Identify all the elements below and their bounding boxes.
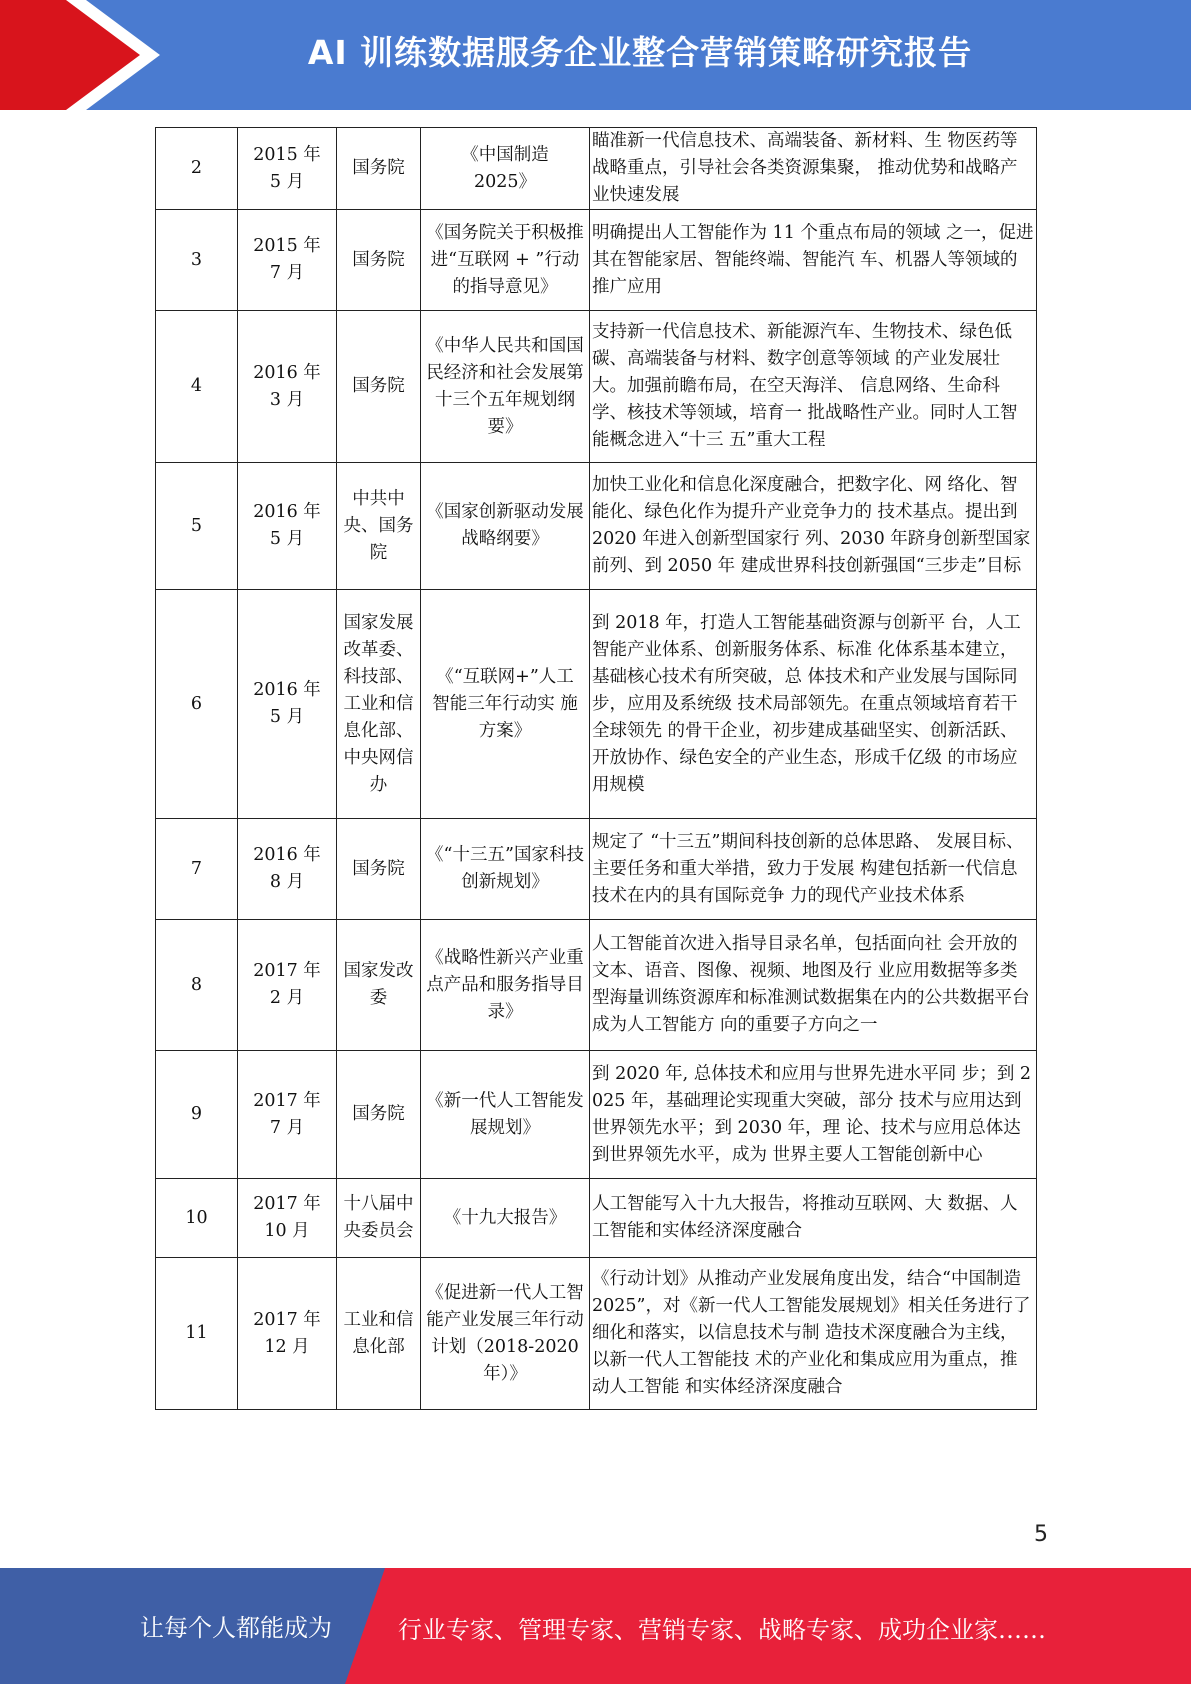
row-date-cell: 2017 年 12 月 (238, 1258, 337, 1410)
row-department-cell: 国家发改委 (337, 920, 421, 1051)
row-policy-name-cell: 《国家创新驱动发展战略纲要》 (421, 463, 590, 590)
row-date-cell: 2017 年 2 月 (238, 920, 337, 1051)
row-date-cell: 2017 年 7 月 (238, 1051, 337, 1179)
row-date-cell: 2016 年 5 月 (238, 590, 337, 819)
row-description-cell: 支持新一代信息技术、新能源汽车、生物技术、绿色低碳、高端装备与材料、数字创意等领域 的产业发展壮大。加强前瞻布局，在空天海洋、 信息网络、生命科学、核技术等领域，培育一 批战略性产业。同时人工智能概念进入“十三 五”重大工程 (590, 311, 1037, 463)
row-department-cell: 国家发展改革委、科技部、工业和信息化部、中央网信办 (337, 590, 421, 819)
row-description-cell: 加快工业化和信息化深度融合，把数字化、网 络化、智能化、绿色化作为提升产业竞争力的 技术基点。提出到 2020 年进入创新型国家行 列、2030 年跻身创新型国家前列、到 2050 年 建成世界科技创新强国“三步走”目标 (590, 463, 1037, 590)
row-policy-name-cell: 《新一代人工智能发展规划》 (421, 1051, 590, 1179)
row-department-cell: 中共中央、国务院 (337, 463, 421, 590)
row-date-cell: 2015 年 7 月 (238, 210, 337, 311)
row-number-cell: 4 (156, 311, 238, 463)
row-description-cell: 瞄准新一代信息技术、高端装备、新材料、生 物医药等战略重点，引导社会各类资源集聚， 推动优势和战略产业快速发展 (590, 128, 1037, 210)
row-number-cell: 6 (156, 590, 238, 819)
footer-slogan-right: 行业专家、管理专家、营销专家、战略专家、成功企业家…… (398, 1616, 1046, 1644)
row-description-cell: 人工智能首次进入指导目录名单，包括面向社 会开放的文本、语音、图像、视频、地图及行 业应用数据等多类型海量训练资源库和标准测试数据集在内的公共数据平台成为人工智能方 向的重要子方向之一 (590, 920, 1037, 1051)
table-row (156, 1051, 1037, 1179)
table-row (156, 463, 1037, 590)
table-row (156, 920, 1037, 1051)
row-date-cell: 2016 年 8 月 (238, 819, 337, 920)
row-policy-name-cell: 《中华人民共和国国民经济和社会发展第十三个五年规划纲要》 (421, 311, 590, 463)
table-row (156, 819, 1037, 920)
row-description-cell: 人工智能写入十九大报告，将推动互联网、大 数据、人工智能和实体经济深度融合 (590, 1179, 1037, 1258)
row-department-cell: 十八届中央委员会 (337, 1179, 421, 1258)
row-number-cell: 10 (156, 1179, 238, 1258)
row-policy-name-cell: 《十九大报告》 (421, 1179, 590, 1258)
row-date-cell: 2016 年 3 月 (238, 311, 337, 463)
row-policy-name-cell: 《中国制造 2025》 (421, 128, 590, 210)
table-row (156, 128, 1037, 210)
row-number-cell: 9 (156, 1051, 238, 1179)
row-number-cell: 2 (156, 128, 238, 210)
row-number-cell: 5 (156, 463, 238, 590)
row-department-cell: 国务院 (337, 311, 421, 463)
table-row (156, 311, 1037, 463)
row-number-cell: 3 (156, 210, 238, 311)
table-row (156, 1179, 1037, 1258)
row-policy-name-cell: 《战略性新兴产业重点产品和服务指导目录》 (421, 920, 590, 1051)
row-description-cell: 到 2018 年，打造人工智能基础资源与创新平 台，人工智能产业体系、创新服务体系、标准 化体系基本建立，基础核心技术有所突破，总 体技术和产业发展与国际同步，应用及系统级 技术局部领先。在重点领域培育若干全球领先 的骨干企业，初步建成基础坚实、创新活跃、 开放协作、绿色安全的产业生态，形成千亿级 的市场应用规模 (590, 590, 1037, 819)
row-description-cell: 规定了 “十三五”期间科技创新的总体思路、 发展目标、主要任务和重大举措，致力于发展 构建包括新一代信息技术在内的具有国际竞争 力的现代产业技术体系 (590, 819, 1037, 920)
row-number-cell: 8 (156, 920, 238, 1051)
row-number-cell: 11 (156, 1258, 238, 1410)
page-number: 5 (1034, 1522, 1048, 1547)
row-department-cell: 国务院 (337, 210, 421, 311)
policy-table (155, 127, 1037, 1410)
row-department-cell: 国务院 (337, 1051, 421, 1179)
table-row (156, 1258, 1037, 1410)
row-policy-name-cell: 《国务院关于积极推进“互联网 + ”行动的指导意见》 (421, 210, 590, 311)
row-description-cell: 《行动计划》从推动产业发展角度出发，结合“中国制造 2025”，对《新一代人工智能发展规划》相关任务进行了细化和落实，以信息技术与制 造技术深度融合为主线，以新一代人工智能技 术的产业化和集成应用为重点，推动人工智能 和实体经济深度融合 (590, 1258, 1037, 1410)
row-date-cell: 2015 年 5 月 (238, 128, 337, 210)
row-policy-name-cell: 《“十三五”国家科技创新规划》 (421, 819, 590, 920)
row-description-cell: 到 2020 年, 总体技术和应用与世界先进水平同 步；到 2025 年，基础理论实现重大突破，部分 技术与应用达到世界领先水平；到 2030 年，理 论、技术与应用总体达到世界领先水平，成为 世界主要人工智能创新中心 (590, 1051, 1037, 1179)
row-number-cell: 7 (156, 819, 238, 920)
report-title: AI 训练数据服务企业整合营销策略研究报告 (307, 33, 973, 72)
row-department-cell: 国务院 (337, 128, 421, 210)
row-policy-name-cell: 《促进新一代人工智能产业发展三年行动计划（2018-2020 年）》 (421, 1258, 590, 1410)
footer-slogan-left: 让每个人都能成为 (140, 1614, 332, 1642)
row-description-cell: 明确提出人工智能作为 11 个重点布局的领域 之一，促进其在智能家居、智能终端、智能汽 车、机器人等领域的推广应用 (590, 210, 1037, 311)
table-row (156, 210, 1037, 311)
row-department-cell: 国务院 (337, 819, 421, 920)
row-policy-name-cell: 《“互联网+”人工 智能三年行动实 施方案》 (421, 590, 590, 819)
row-department-cell: 工业和信息化部 (337, 1258, 421, 1410)
row-date-cell: 2016 年 5 月 (238, 463, 337, 590)
row-date-cell: 2017 年 10 月 (238, 1179, 337, 1258)
table-row (156, 590, 1037, 819)
